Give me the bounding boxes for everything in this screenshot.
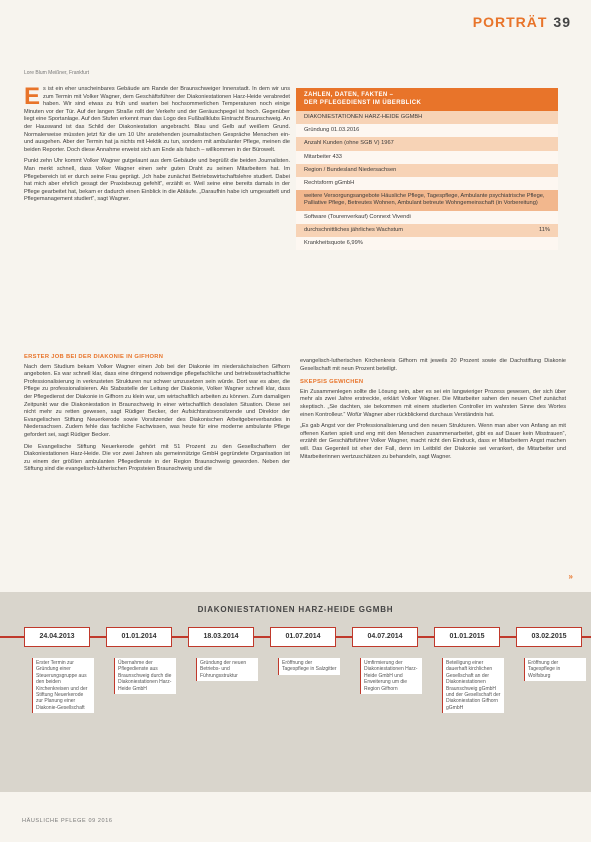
facts-row (296, 164, 558, 177)
facts-row (296, 237, 558, 250)
timeline-event-text: Eröffnung der Tagespflege in Wolfsburg (524, 658, 586, 681)
timeline-event-text: Eröffnung der Tagespflege in Salzgitter (278, 658, 340, 675)
timeline-date: 24.04.2013 (24, 627, 90, 647)
section1-column (24, 348, 290, 478)
intro-paragraph-1 (24, 83, 290, 154)
timeline-date: 03.02.2015 (516, 627, 582, 647)
section2-heading: SKEPSIS GEWICHEN (300, 379, 364, 386)
section1-heading: ERSTER JOB BEI DER DIAKONIE IN GIFHORN (24, 354, 164, 360)
section1-paragraph-1: Nach dem Studium bekam Volker Wagner einen Job bei der Diakonie im niedersächsischen Gifhorn angeboten. Es war schnell klar, dass eine dringend notwendige pflegefachliche und betriebswirtschaftliche Professionalisierung in verkrusteten Strukturen nur schwer umzusetzen sein würde. Dort war es aber, die Pflege zu professionalisieren. Als Stabsstelle der Leitung der Diakonie, Volker Wagner schnell klar, dass der Pflegedienst der Diakonie in Gifhorn zu klein war, um wirtschaftlich arbeiten zu können. Zum damaligen Zeitpunkt war die Diakoniestation in Braunschweig in einer wirtschaftlich desolaten Situation. Diese sei nicht mehr zu retten gewesen, sagt Rüdiger Becker, der Aufsichtsratsvorsitzende und Direktor der Evangelischen Stiftung Neuerkerode sowie Vorsitzender des Diakonischen Arbeitgeberverbandes in Niedersachsen. Zudem fehle das fachliche Fachwissen, was heute für eine moderne ambulante Pflege gefordert sei, sagt Rüdiger Becker. (24, 363, 290, 438)
facts-row-label: Mitarbeiter 433 (304, 153, 342, 160)
facts-row-label: durchschnittliches jährliches Wachstum (304, 226, 404, 233)
timeline (0, 592, 591, 792)
intro-column (24, 83, 290, 208)
facts-box-header (296, 88, 558, 111)
right-column (300, 358, 566, 465)
facts-row-label: DIAKONIESTATIONEN HARZ-HEIDE GGMBH (304, 114, 423, 120)
facts-row (296, 190, 558, 210)
section1-paragraph-2: Die Evangelische Stiftung Neuerkerode gehört mit 51 Prozent zu den Gesellschaftern der Diakoniestationen Harz-Heide. Die vor zwei Jahren als gemeinnützige GmbH gegründete Organisation ist zu einem der größten ambulanten Pflegedienste in der Region Braunschweig geworden. Neben der Stiftung sind die evangelisch-lutherischen Propsteien Braunschweig und die (24, 443, 290, 473)
timeline-date: 01.01.2015 (434, 627, 500, 647)
facts-row (296, 137, 558, 150)
facts-box (296, 88, 558, 250)
timeline-event-text: Erster Termin zur Gründung einer Steuerungsgruppe aus den beiden Kirchenkreisen und der Stiftung Neuerkerode zur Planung einer Diakonie-Gesellschaft (32, 658, 94, 713)
right-paragraph-2: Ein Zusammenlegen sollte die Lösung sein, aber es sei ein langwieriger Prozess gewesen, der sich über mehr als zwei Jahre erstreckte, erklärt Volker Wagner. Die Mitarbeiter sahen den neuen Chef zunächst skeptisch. „Sie dachten, sie bekommen mit einem studierten Controller im wahrsten Sinne des Wortes einen Kontrolleur.“ Wofür Wagner aber rückblickend durchaus Verständnis hat. (300, 388, 566, 418)
facts-row-label: Rechtsform gGmbH (304, 180, 355, 187)
facts-row (296, 224, 558, 237)
section-title: PORTRÄT (472, 14, 548, 30)
facts-box-title-1: ZAHLEN, DATEN, FAKTEN – (304, 92, 394, 98)
timeline-date: 01.01.2014 (106, 627, 172, 647)
facts-row-label: Krankheitsquote 6,99% (304, 240, 363, 247)
facts-row (296, 211, 558, 224)
right-paragraph-1: evangelisch-lutherischen Kirchenkreis Gifhorn mit jeweils 20 Prozent sowie die Dachstiftung Diakonie Gesellschaft mit neun Prozent beteiligt. (300, 358, 566, 372)
timeline-date: 01.07.2014 (270, 627, 336, 647)
page-number: 39 (553, 14, 571, 30)
intro-text-1: s ist ein eher unscheinbares Gebäude am Rande der Braunschweiger Innenstadt. In dem wir uns zum Termin mit Volker Wagner, dem Geschäftsführer der Diakoniestationen Harz-Heide verabredet haben. Wir sind etwas zu früh und warten bei hochsommerlichen Temperaturen noch einige Minuten vor der Tür. Auf der langen Straße rollt der Verkehr und der Geräuschpegel ist hoch. Gegenüber liegt eine Sportanlage. Auf den Stufen erkennt man das Logo des Fußballklubs Eintracht Braunschweig. An der Hauswand ist das Schild der Diakoniestation angebracht. Blau und Gelb auf weißem Grund. Normalerweise müssten jetzt für die um 10 Uhr anstehenden journalistischen Gespräche Menschen ein- und ausgehen. Aber der Termin hat ja nichts mit Hektik zu tun, sondern mit ambulanter Pflege, meinen die beiden Reporter. Doch diese Annahme erweist sich am Ende als falsch – willkommen in der Bürowelt. (24, 86, 290, 153)
facts-row-label: Region / Bundesland Niedersachsen (304, 166, 397, 173)
facts-row-label: weitere Versorgungsangebote Häusliche Pflege, Tagespflege, Ambulante psychiatrische Pflege, Palliative Pflege, Betreutes Wohnen, Ambulant betreute Wohngemeinschaft (in Vorbereitung) (304, 193, 545, 207)
right-paragraph-3: „Es gab Angst vor der Professionalisierung und den neuen Strukturen. Wenn man aber von Anfang an mit offenen Karten spielt und eng mit den Menschen zusammenarbeitet, gibt es auf Dauer kein Misstrauen“, erzählt der Geschäftsführer Volker Wagner, macht nicht den Eindruck, dass er Mitarbeitern Angst machen will. Das Gegenteil ist eher der Fall, denn im Leitbild der Diakonie sei verankert, die Mitarbeiter und Mitarbeiterinnen wertzuschätzen zu behandeln, sagt Wagner. (300, 423, 566, 460)
timeline-date: 04.07.2014 (352, 627, 418, 647)
timeline-event-text: Gründung der neuen Betriebs- und Führungsstruktur (196, 658, 258, 681)
facts-row (296, 111, 558, 124)
facts-row-value: 11% (539, 226, 550, 233)
timeline-event-text: Übernahme der Pflegedienste aus Braunschweig durch die Diakoniestationen Harz-Heide GmbH (114, 658, 176, 694)
page-footer: HÄUSLICHE PFLEGE 09 2016 (22, 818, 113, 824)
continue-arrow: » (568, 572, 573, 581)
dropcap: E (24, 83, 41, 110)
timeline-event-text: Beteiligung einer dauerhaft kirchlichen Gesellschaft an der Diakoniestationen Braunschweig gGmbH und der Gesellschaft der Diakoniestation Gifhorn gGmbH (442, 658, 504, 713)
facts-row (296, 177, 558, 190)
facts-row-label: Gründung 01.03.2016 (304, 127, 360, 134)
facts-box-rows (296, 111, 558, 250)
facts-box-title-2: DER PFLEGEDIENST IM ÜBERBLICK (304, 99, 422, 106)
facts-row (296, 151, 558, 164)
timeline-event-text: Umfirmierung der Diakoniestationen Harz-Heide GmbH und Erweiterung um die Region Gifhorn (360, 658, 422, 694)
facts-row (296, 124, 558, 137)
timeline-title: DIAKONIESTATIONEN HARZ-HEIDE GGMBH (197, 605, 394, 614)
facts-row-label: Anzahl Kunden (ohne SGB V) 1967 (304, 140, 394, 147)
facts-row-label: Software (Tourenverkauf) Connext Vivendi (304, 213, 411, 220)
page-header (473, 14, 571, 30)
intro-paragraph-2: Punkt zehn Uhr kommt Volker Wagner gutgelaunt aus dem Gebäude und begrüßt die beiden Journalisten. Man merkt schnell, dass Volker Wagner einen sehr guten Draht zu seinen Mitarbeitern hat. Im Pflegebereich ist er durch seine Frau geprägt. „Ich habe zunächst Betriebswirtschaftslehre studiert. Dabei hat mich aber ehrlich gesagt der Praxisbezug gefehlt“, erzählt er. Weil seine eine bereits damals in der Pflege gearbeitet hat, bekam er dadurch einen Einblick in die Abläufe. „Daraufhin habe ich umgesattelt und Pflegemanagement studiert“, sagt Wagner. (24, 158, 290, 203)
timeline-date: 18.03.2014 (188, 627, 254, 647)
byline: Lore Blum Meißner, Frankfurt (24, 70, 90, 76)
